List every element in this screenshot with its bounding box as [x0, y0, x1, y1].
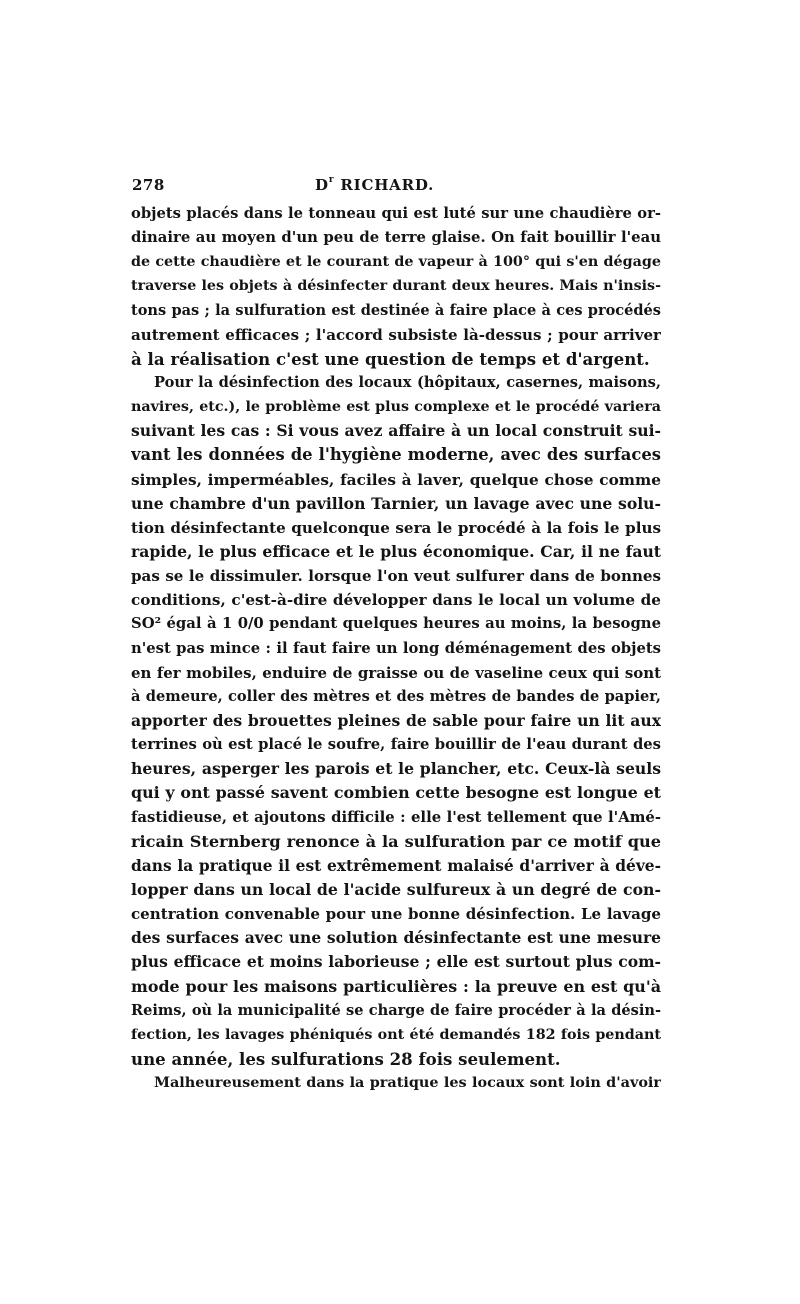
text-line: fection, les lavages phéniqués ont été demandés 182 fois pendant	[131, 1026, 661, 1043]
text-line: de cette chaudière et le courant de vapeur à 100° qui s'en dégage	[131, 254, 661, 271]
text-line: dinaire au moyen d'un peu de terre glaise. On fait bouillir l'eau	[131, 229, 661, 247]
body-text	[131, 202, 661, 1095]
running-title-superscript: r	[328, 175, 335, 185]
text-line: conditions, c'est-à-dire développer dans le local un volume de	[131, 591, 661, 610]
running-title	[315, 176, 434, 194]
running-title-prefix: D	[315, 176, 329, 194]
text-line: Malheureusement dans la pratique les locaux sont loin d'avoir	[154, 1074, 661, 1092]
text-line: une année, les sulfurations 28 fois seulement.	[131, 1048, 561, 1069]
text-line: navires, etc.), le problème est plus complexe et le procédé variera	[131, 399, 661, 416]
text-line: n'est pas mince : il faut faire un long déménagement des objets	[131, 639, 661, 657]
text-line: à demeure, coller des mètres et des mètres de bandes de papier,	[131, 687, 661, 705]
text-line: mode pour les maisons particulières : la preuve en est qu'à	[131, 976, 661, 996]
text-line: à la réalisation c'est une question de temps et d'argent.	[131, 348, 650, 369]
text-line: suivant les cas : Si vous avez affaire à un local construit sui-	[131, 421, 661, 441]
text-line: tons pas ; la sulfuration est destinée à faire place à ces procédés	[131, 301, 661, 319]
text-line: en fer mobiles, enduire de graisse ou de vaseline ceux qui sont	[131, 663, 661, 682]
text-line: autrement efficaces ; l'accord subsiste là-dessus ; pour arriver	[131, 325, 661, 344]
text-line: une chambre d'un pavillon Tarnier, un lavage avec une solu-	[131, 493, 661, 513]
text-line: apporter des brouettes pleines de sable pour faire un lit aux	[131, 710, 661, 730]
text-line: Reims, où la municipalité se charge de faire procéder à la désin-	[131, 1001, 661, 1019]
text-line: qui y ont passé savent combien cette besogne est longue et	[131, 783, 661, 803]
running-title-name: RICHARD.	[334, 176, 435, 194]
text-line: vant les données de l'hygiène moderne, avec des surfaces	[131, 445, 661, 465]
text-line: des surfaces avec une solution désinfectante est une mesure	[131, 928, 661, 948]
text-line: dans la pratique il est extrêmement malaisé d'arriver à déve-	[131, 856, 661, 875]
running-head	[131, 176, 661, 200]
text-line: terrines où est placé le soufre, faire bouillir de l'eau durant des	[131, 736, 661, 754]
text-line: ricain Sternberg renonce à la sulfuration par ce motif que	[131, 831, 661, 851]
text-line: pas se le dissimuler. lorsque l'on veut sulfurer dans de bonnes	[131, 567, 661, 586]
text-line: plus efficace et moins laborieuse ; elle est surtout plus com-	[131, 952, 661, 972]
text-line: Pour la désinfection des locaux (hôpitaux, casernes, maisons,	[154, 373, 661, 391]
text-line: rapide, le plus efficace et le plus économique. Car, il ne faut	[131, 541, 661, 561]
text-line: centration convenable pour une bonne désinfection. Le lavage	[131, 905, 661, 924]
book-page	[131, 176, 661, 1095]
text-line: objets placés dans le tonneau qui est luté sur une chaudière or-	[131, 205, 661, 222]
text-line: simples, imperméables, faciles à laver, quelque chose comme	[131, 470, 661, 489]
page-number: 278	[132, 176, 165, 194]
text-line: tion désinfectante quelconque sera le procédé à la fois le plus	[131, 518, 661, 537]
text-line: fastidieuse, et ajoutons difficile : elle l'est tellement que l'Amé-	[131, 808, 661, 826]
text-line: SO² égal à 1 0/0 pendant quelques heures au moins, la besogne	[131, 615, 661, 633]
text-line: traverse les objets à désinfecter durant deux heures. Mais n'insis-	[131, 278, 661, 295]
text-line: heures, asperger les parois et le plancher, etc. Ceux-là seuls	[131, 759, 661, 779]
text-line: lopper dans un local de l'acide sulfureux à un degré de con-	[131, 879, 661, 899]
